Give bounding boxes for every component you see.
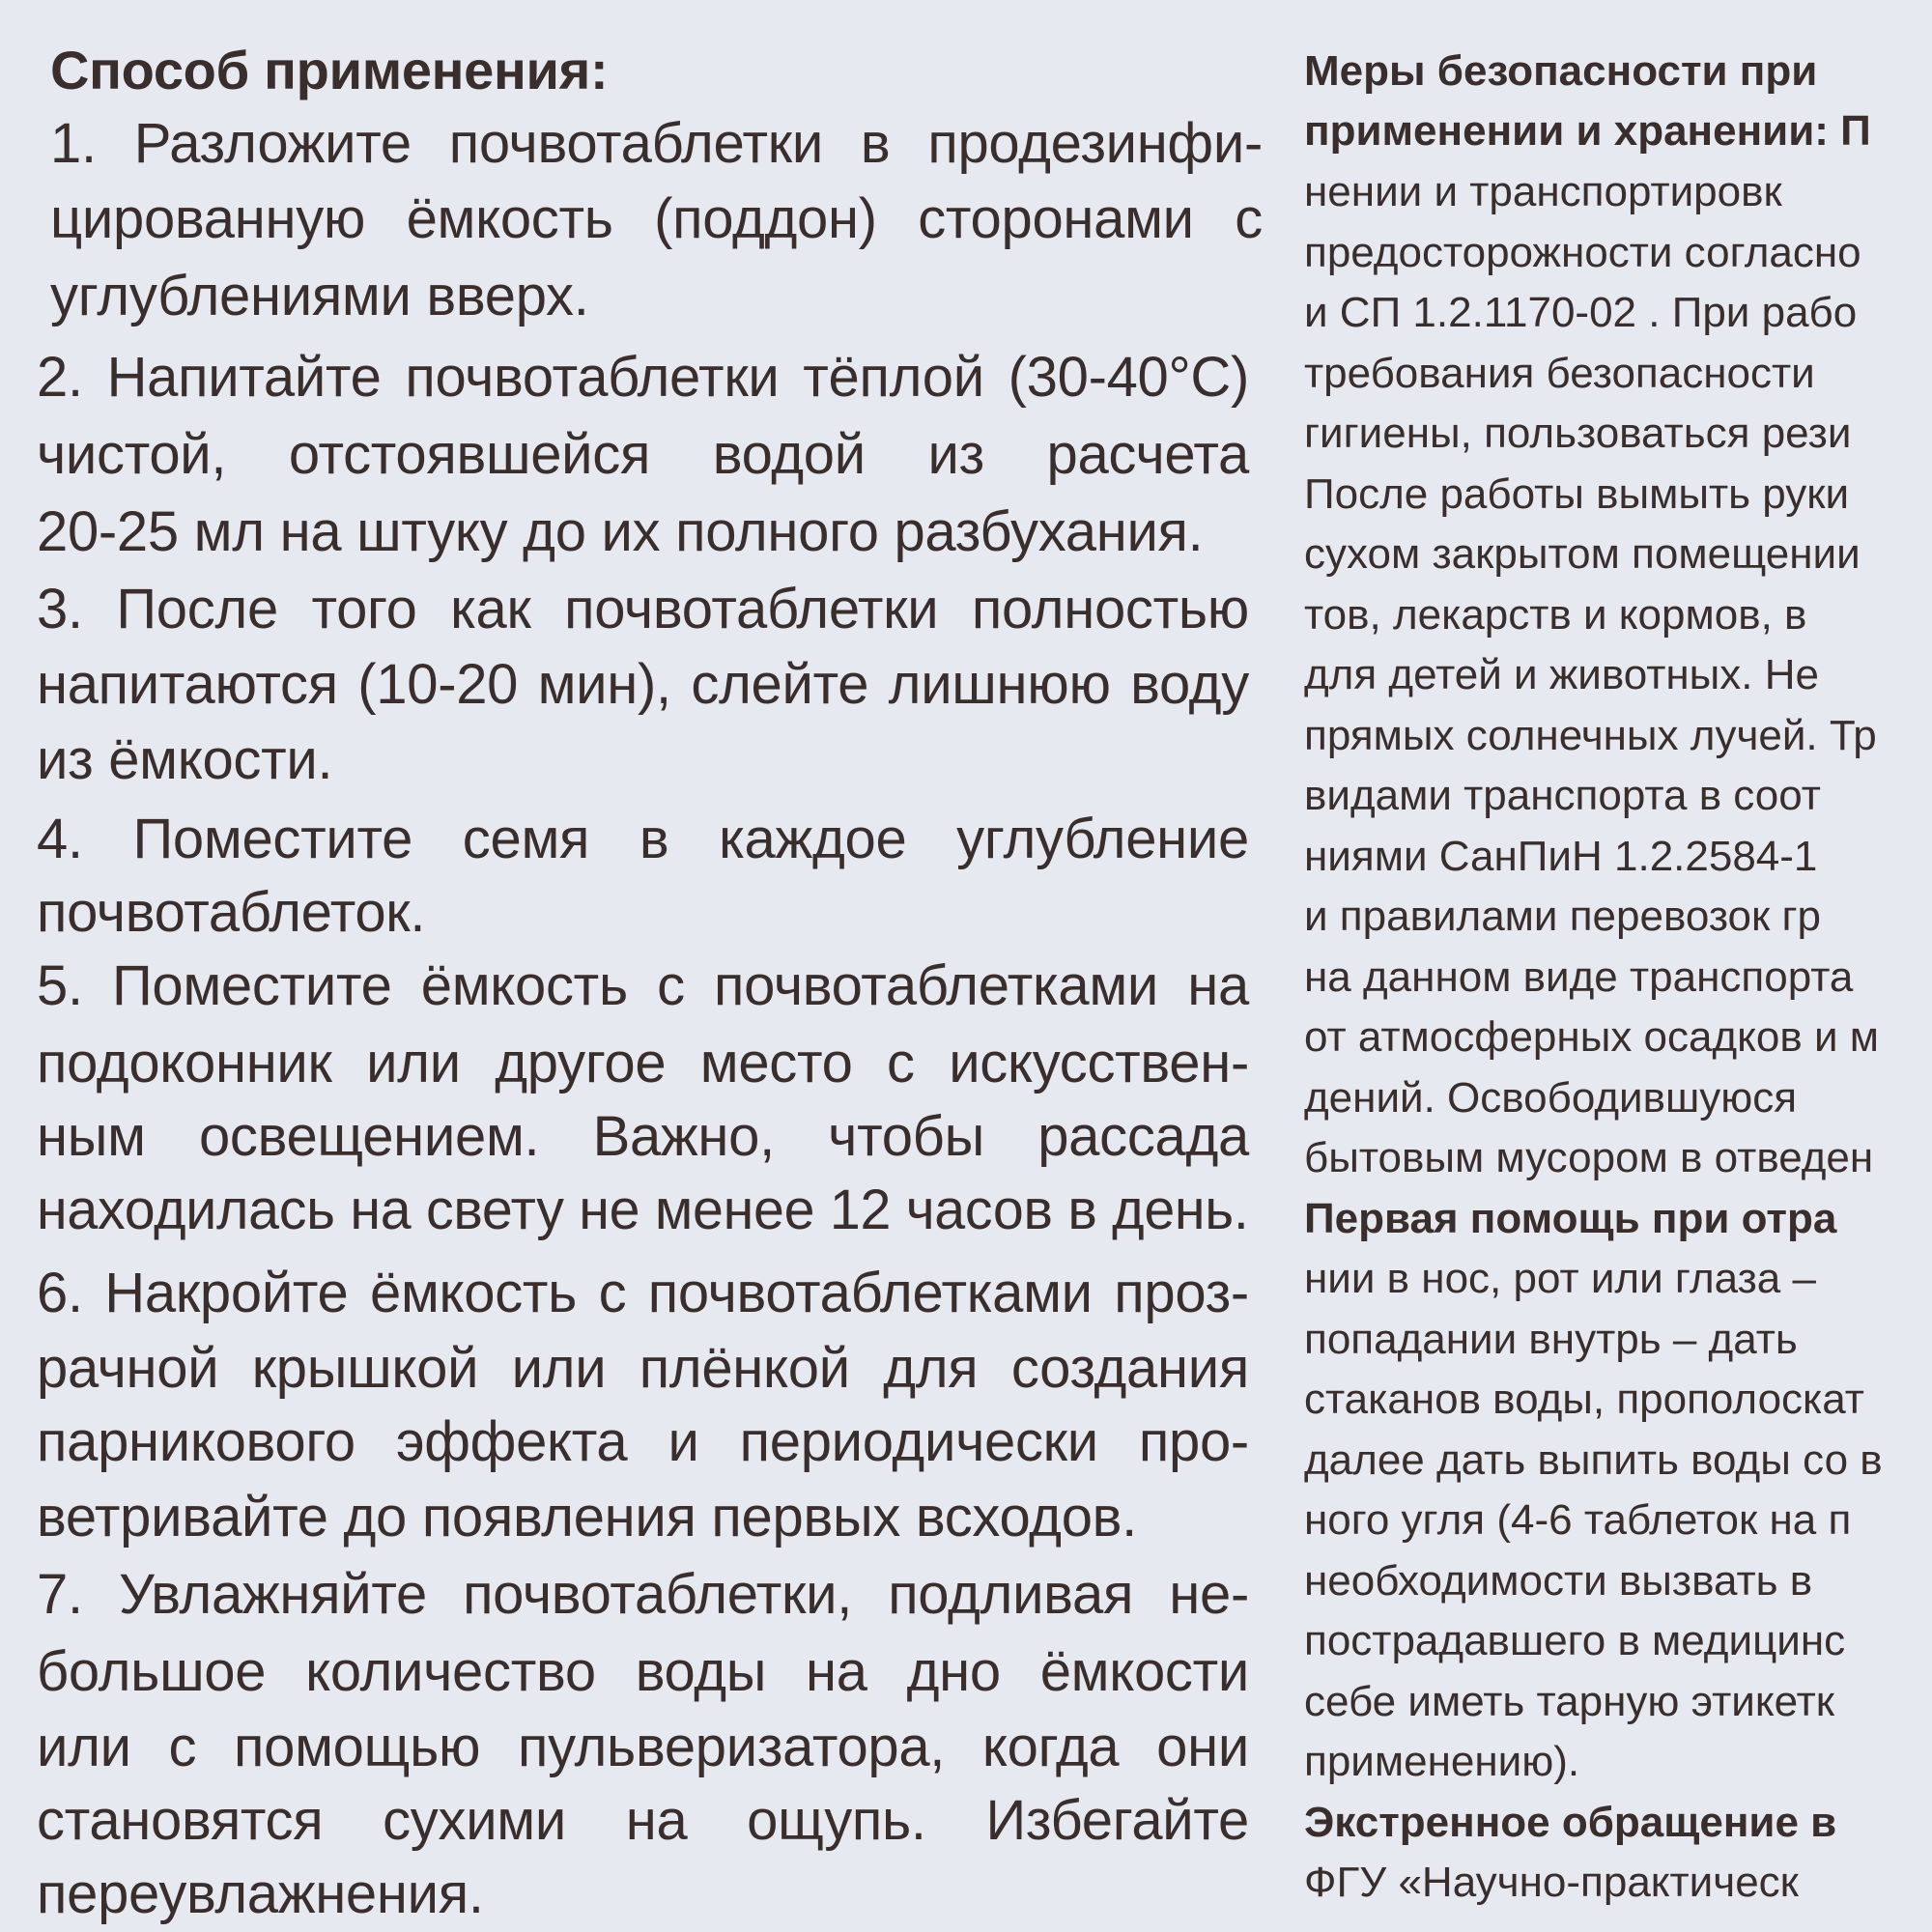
- safety-line: на данном виде транспорта: [1304, 952, 1854, 1001]
- usage-line: находилась на свету не менее 12 часов в день.: [37, 1179, 1249, 1241]
- safety-line: и правилами перевозок гр: [1304, 893, 1821, 940]
- safety-line: себе иметь тарную этикетк: [1304, 1677, 1835, 1725]
- usage-line: рачной крышкой или плёнкой для создания: [37, 1337, 1249, 1400]
- safety-line: нии в нос, рот или глаза –: [1304, 1255, 1816, 1302]
- safety-line: После работы вымыть руки: [1304, 469, 1850, 518]
- safety-line: требования безопасности: [1304, 349, 1815, 397]
- safety-line: бытовым мусором в отведен: [1304, 1134, 1874, 1181]
- usage-line: или с помощью пульверизатора, когда они: [37, 1716, 1249, 1778]
- usage-heading: Способ применения:: [50, 40, 609, 100]
- safety-line: нении и транспортировк: [1304, 168, 1782, 215]
- usage-line: чистой, отстоявшейся водой из расчета: [37, 423, 1249, 486]
- safety-line: ного угля (4-6 таблеток на п: [1304, 1496, 1852, 1544]
- safety-line: ниями СанПиН 1.2.2584-1: [1304, 832, 1818, 880]
- usage-line: переувлажнения.: [37, 1862, 484, 1925]
- usage-line: парникового эффекта и периодически про-: [37, 1410, 1249, 1473]
- usage-line: 7. Увлажняйте почвотаблетки, подливая не-: [37, 1563, 1249, 1626]
- usage-line: подоконник или другое место с искусствен-: [37, 1032, 1249, 1094]
- usage-line: 20-25 мл на штуку до их полного разбухания.: [37, 500, 1204, 563]
- safety-line: дений. Освободившуюся: [1304, 1073, 1798, 1122]
- usage-line: из ёмкости.: [37, 728, 333, 791]
- safety-line: применении и хранении: П: [1304, 107, 1871, 155]
- usage-line: большое количество воды на дно ёмкости: [37, 1640, 1249, 1703]
- usage-line: углублениями вверх.: [50, 265, 589, 327]
- usage-line: 2. Напитайте почвотаблетки тёплой (30-40°С): [37, 346, 1249, 409]
- usage-line: напитаются (10-20 мин), слейте лишнюю воду: [37, 653, 1249, 716]
- safety-line: далее дать выпить воды со в: [1304, 1435, 1883, 1484]
- safety-line: от атмосферных осадков и м: [1304, 1013, 1880, 1061]
- usage-line: 4. Поместите семя в каждое углубление: [37, 808, 1249, 870]
- safety-line: тов, лекарств и кормов, в: [1304, 590, 1807, 639]
- safety-line: Экстренное обращение в: [1304, 1798, 1837, 1846]
- safety-line: применению).: [1304, 1738, 1580, 1785]
- usage-line: 6. Накройте ёмкость с почвотаблетками проз-: [37, 1262, 1249, 1324]
- safety-line: для детей и животных. Не: [1304, 651, 1819, 698]
- safety-line: и СП 1.2.1170-02 . При рабо: [1304, 289, 1858, 336]
- safety-line: необходимости вызвать в: [1304, 1556, 1813, 1605]
- safety-line: прямых солнечных лучей. Тр: [1304, 711, 1877, 759]
- usage-line: 3. После того как почвотаблетки полностью: [37, 578, 1249, 640]
- safety-line: видами транспорта в соот: [1304, 772, 1821, 819]
- safety-line: ФГУ «Научно-практическ: [1304, 1859, 1799, 1906]
- usage-line: становятся сухими на ощупь. Избегайте: [37, 1789, 1249, 1852]
- safety-line: пострадавшего в медицинс: [1304, 1617, 1846, 1664]
- safety-line: гигиены, пользоваться рези: [1304, 410, 1852, 457]
- safety-line: стаканов воды, прополоскат: [1304, 1376, 1864, 1423]
- safety-line: сухом закрытом помещении: [1304, 530, 1861, 578]
- safety-line: попадании внутрь – дать: [1304, 1315, 1798, 1363]
- usage-line: 5. Поместите ёмкость с почвотаблетками на: [37, 954, 1249, 1017]
- usage-instructions-column: [29, 0, 1263, 1932]
- usage-line: ветривайте до появления первых всходов.: [37, 1486, 1137, 1548]
- usage-line: 1. Разложите почвотаблетки в продезинфи-: [50, 112, 1263, 175]
- usage-line: почвотаблеток.: [37, 881, 426, 944]
- safety-measures-column: [1304, 0, 1932, 1932]
- usage-line: ным освещением. Важно, чтобы рассада: [37, 1105, 1249, 1168]
- safety-line: предосторожности согласно: [1304, 228, 1861, 276]
- usage-line: цированную ёмкость (поддон) сторонами с: [50, 187, 1263, 250]
- safety-line: Первая помощь при отра: [1304, 1194, 1837, 1242]
- safety-line: Меры безопасности при: [1304, 47, 1818, 95]
